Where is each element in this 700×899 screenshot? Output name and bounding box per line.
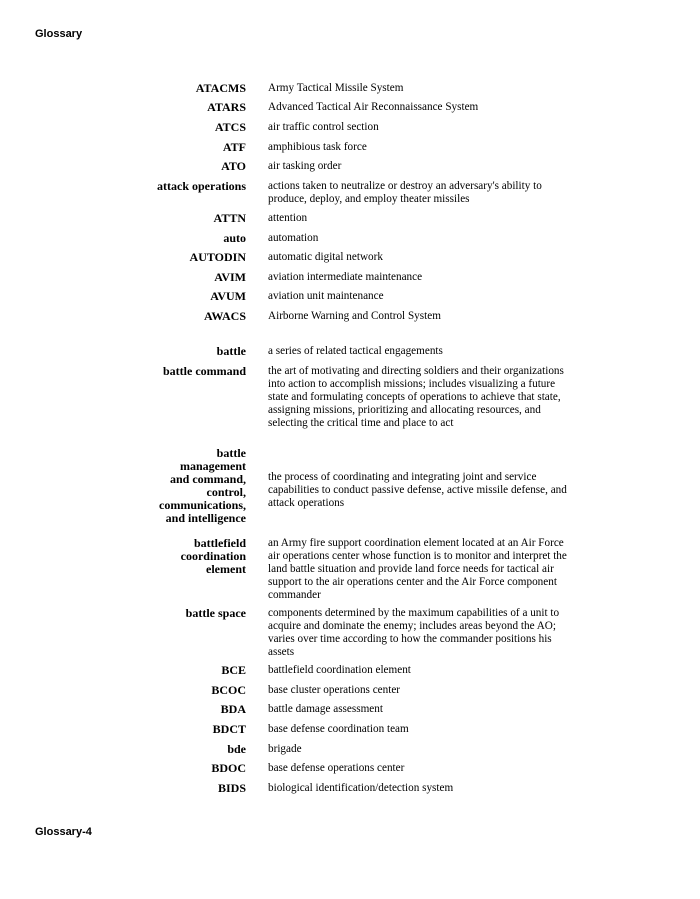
glossary-term: AUTODIN <box>189 250 246 264</box>
glossary-definition: air traffic control section <box>268 121 379 133</box>
glossary-definition: the art of motivating and directing soldiers and their organizations into action to accomplish missions; includes visualizing a future state and formulating concepts of operations to achieve that state, assigning missions, prioritizing and allocating resources, and selecting the critical time and place to act <box>268 365 564 429</box>
glossary-term: ATCS <box>214 120 246 134</box>
glossary-term: AVIM <box>214 270 246 284</box>
glossary-definition: battlefield coordination element <box>268 664 411 676</box>
glossary-definition: actions taken to neutralize or destroy an adversary's ability to produce, deploy, and employ theater missiles <box>268 180 542 205</box>
glossary-term: ATACMS <box>195 81 246 95</box>
glossary-term: ATF <box>222 140 246 154</box>
glossary-definition: base defense coordination team <box>268 723 409 735</box>
glossary-term: battlefield coordination element <box>180 536 246 576</box>
page-footer: Glossary-4 <box>35 826 92 838</box>
glossary-definition: Advanced Tactical Air Reconnaissance System <box>268 101 479 113</box>
glossary-term: BCE <box>221 663 246 677</box>
glossary-term: battle management and command, control, communications, and intelligence <box>159 446 246 525</box>
glossary-definition: base cluster operations center <box>268 684 401 696</box>
glossary-definition: amphibious task force <box>268 141 367 153</box>
glossary-definition: air tasking order <box>268 160 342 172</box>
glossary-term: AVUM <box>210 289 246 303</box>
glossary-definition: aviation unit maintenance <box>268 290 384 302</box>
page-header: Glossary <box>35 28 83 40</box>
glossary-definition: Army Tactical Missile System <box>268 82 404 94</box>
glossary-term: BDOC <box>211 761 246 775</box>
glossary-term: battle space <box>185 606 246 620</box>
glossary-term: auto <box>223 231 246 245</box>
glossary-definition: biological identification/detection system <box>268 782 454 794</box>
glossary-definition: aviation intermediate maintenance <box>268 271 423 283</box>
glossary-definition: brigade <box>268 743 302 755</box>
glossary-term: battle <box>216 344 246 358</box>
glossary-definition: components determined by the maximum capabilities of a unit to acquire and dominate the enemy; includes areas beyond the AO; varies over time according to how the commander positions his assets <box>268 607 560 658</box>
glossary-term: BCOC <box>211 683 246 697</box>
glossary-term: ATO <box>221 159 246 173</box>
glossary-definition: an Army fire support coordination element located at an Air Force air operations center whose function is to monitor and interpret the land battle situation and provide land force needs for tactical air support to the air operations center and the Air Force component commander <box>268 537 567 601</box>
glossary-term: BDCT <box>212 722 246 736</box>
glossary-definition: the process of coordinating and integrating joint and service capabilities to conduct passive defense, active missile defense, and attack operations <box>268 471 567 509</box>
glossary-definition: Airborne Warning and Control System <box>268 310 441 322</box>
glossary-definition: automatic digital network <box>268 251 383 263</box>
glossary-term: attack operations <box>157 179 246 193</box>
glossary-definition: battle damage assessment <box>268 703 383 715</box>
glossary-term: ATARS <box>207 100 246 114</box>
glossary-term: BIDS <box>217 781 246 795</box>
glossary-term: battle command <box>163 364 246 378</box>
glossary-term: AWACS <box>203 309 246 323</box>
glossary-term: BDA <box>220 702 246 716</box>
glossary-definition: a series of related tactical engagements <box>268 345 443 357</box>
glossary-definition: base defense operations center <box>268 762 405 774</box>
glossary-definition: attention <box>268 212 308 224</box>
glossary-definition: automation <box>268 232 319 244</box>
glossary-term: ATTN <box>213 211 246 225</box>
glossary-term: bde <box>227 742 246 756</box>
